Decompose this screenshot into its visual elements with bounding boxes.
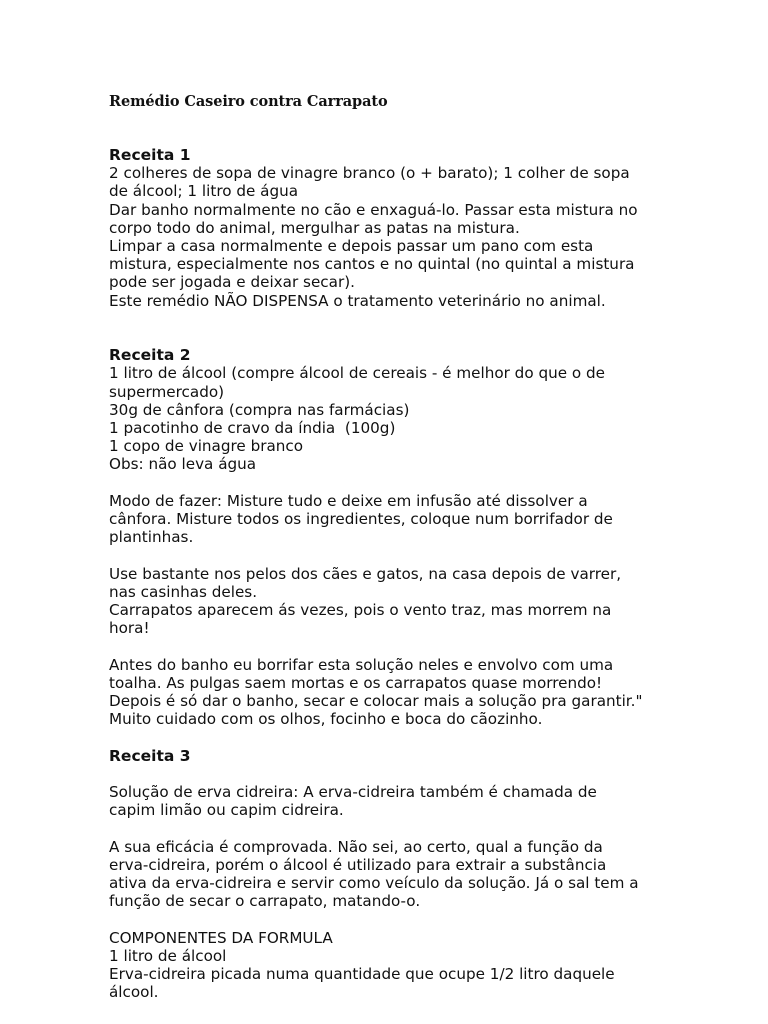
recipe-3-section bbox=[109, 747, 669, 1002]
recipe-2-ingredient-line: supermercado) bbox=[109, 382, 225, 401]
recipe-3-efficacy-line: erva-cidreira, porém o álcool é utilizado para extrair a substância bbox=[109, 855, 607, 874]
recipe-1-heading: Receita 1 bbox=[109, 146, 191, 164]
recipe-1-line: Este remédio NÃO DISPENSA o tratamento veterinário no animal. bbox=[109, 291, 606, 310]
recipe-2-heading: Receita 2 bbox=[109, 346, 191, 365]
spacer bbox=[109, 819, 669, 837]
recipe-2-ingredient-line: 30g de cânfora (compra nas farmácias) bbox=[109, 400, 410, 419]
recipe-2-ingredient-line: 1 litro de álcool (compre álcool de cereais - é melhor do que o de bbox=[109, 364, 605, 383]
recipe-1-section bbox=[109, 146, 669, 310]
recipe-2-usage-line: Carrapatos aparecem ás vezes, pois o vento traz, mas morrem na bbox=[109, 601, 612, 620]
recipe-3-solution-line: Solução de erva cidreira: A erva-cidreira também é chamada de bbox=[109, 783, 597, 802]
recipe-3-efficacy-line: função de secar o carrapato, matando-o. bbox=[109, 892, 421, 911]
recipe-1-line: mistura, especialmente nos cantos e no quintal (no quintal a mistura bbox=[109, 255, 635, 274]
recipe-1-line: Limpar a casa normalmente e depois passar um pano com esta bbox=[109, 237, 594, 256]
recipe-3-solution-line: capim limão ou capim cidreira. bbox=[109, 801, 344, 820]
recipe-3-efficacy-line: ativa da erva-cidreira e servir como veículo da solução. Já o sal tem a bbox=[109, 874, 639, 893]
recipe-2-bath-line: Depois é só dar o banho, secar e colocar mais a solução pra garantir." bbox=[109, 692, 643, 711]
recipe-2-section bbox=[109, 346, 669, 728]
spacer bbox=[109, 765, 669, 783]
recipe-3-components-line: COMPONENTES DA FORMULA bbox=[109, 928, 333, 947]
recipe-2-usage-line: Use bastante nos pelos dos cães e gatos, na casa depois de varrer, bbox=[109, 564, 622, 583]
recipe-3-components-line: 1 litro de álcool bbox=[109, 946, 227, 965]
recipe-2-method-line: Modo de fazer: Misture tudo e deixe em infusão até dissolver a bbox=[109, 491, 588, 510]
spacer bbox=[109, 546, 669, 564]
recipe-1-line: 2 colheres de sopa de vinagre branco (o + barato); 1 colher de sopa bbox=[109, 164, 630, 183]
recipe-1-line: de álcool; 1 litro de água bbox=[109, 182, 299, 201]
recipe-3-efficacy-line: A sua eficácia é comprovada. Não sei, ao certo, qual a função da bbox=[109, 837, 603, 856]
recipe-3-components-line: Erva-cidreira picada numa quantidade que ocupe 1/2 litro daquele bbox=[109, 965, 615, 984]
recipe-2-ingredient-line: 1 pacotinho de cravo da índia (100g) bbox=[109, 419, 396, 438]
spacer bbox=[109, 112, 669, 146]
recipe-2-usage-line: nas casinhas deles. bbox=[109, 582, 258, 601]
spacer bbox=[109, 637, 669, 655]
document-page bbox=[109, 92, 669, 1001]
recipe-2-bath-line: Antes do banho eu borrifar esta solução neles e envolvo com uma bbox=[109, 655, 614, 674]
recipe-2-bath-line: Muito cuidado com os olhos, focinho e boca do cãozinho. bbox=[109, 710, 543, 729]
recipe-2-bath-line: toalha. As pulgas saem mortas e os carrapatos quase morrendo! bbox=[109, 673, 603, 692]
spacer bbox=[109, 910, 669, 928]
document-title: Remédio Caseiro contra Carrapato bbox=[109, 93, 388, 110]
recipe-2-ingredient-line: Obs: não leva água bbox=[109, 455, 257, 474]
recipe-3-components-line: álcool. bbox=[109, 983, 159, 1002]
recipe-2-usage-line: hora! bbox=[109, 619, 150, 638]
recipe-1-line: pode ser jogada e deixar secar). bbox=[109, 273, 355, 292]
spacer bbox=[109, 474, 669, 492]
recipe-3-heading: Receita 3 bbox=[109, 746, 191, 765]
recipe-2-method-line: plantinhas. bbox=[109, 528, 194, 547]
spacer bbox=[109, 728, 669, 746]
recipe-1-line: corpo todo do animal, mergulhar as patas na mistura. bbox=[109, 218, 520, 237]
recipe-2-ingredient-line: 1 copo de vinagre branco bbox=[109, 437, 304, 456]
recipe-2-method-line: cânfora. Misture todos os ingredientes, coloque num borrifador de bbox=[109, 510, 613, 529]
spacer bbox=[109, 310, 669, 346]
recipe-1-line: Dar banho normalmente no cão e enxaguá-lo. Passar esta mistura no bbox=[109, 200, 638, 219]
